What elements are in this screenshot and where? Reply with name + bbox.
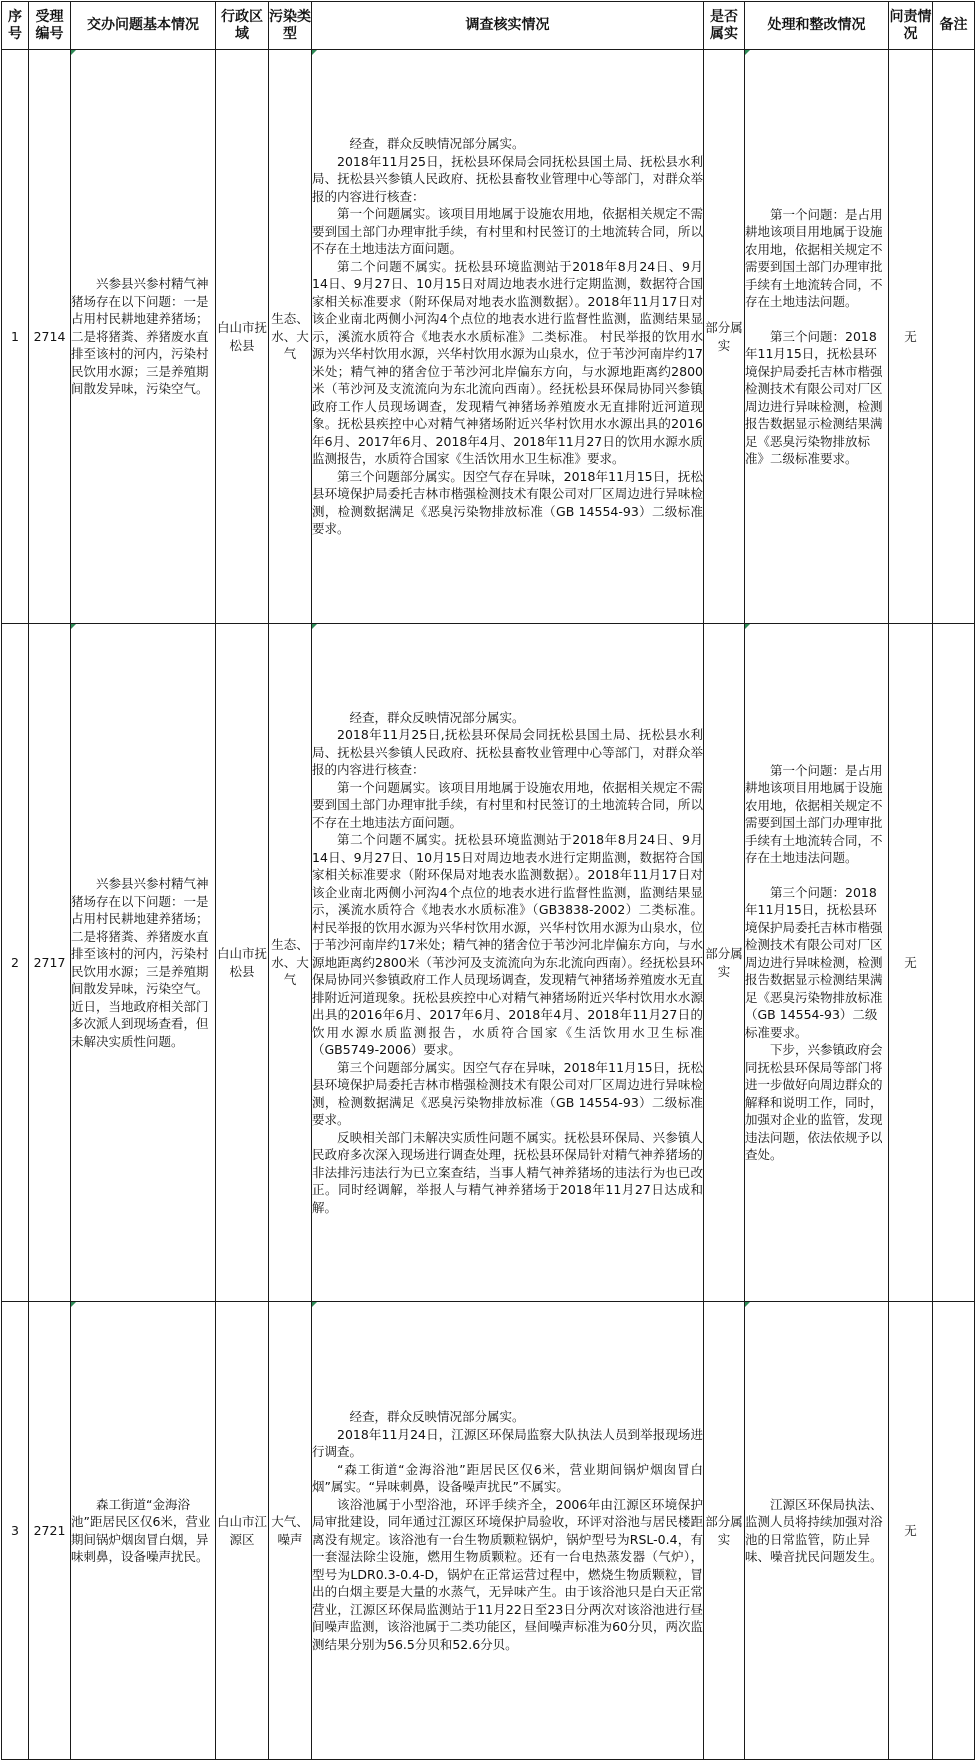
header-id: 受理编号 <box>29 2 71 50</box>
cell-remarks <box>933 624 975 1302</box>
cell-investigation <box>312 1302 704 1760</box>
cell-issue <box>71 624 216 1302</box>
investigation-para: 第二个问题不属实。抚松县环境监测站于2018年8月24日、9月14日、9月27日、10月15日对周边地表水进行定期监测，数据符合国家相关标准要求（附环保局对地表水监测数据）。2018年11月17日对该企业南北两侧小河沟4个点位的地表水进行监督性监测，监测结果显示，溪流水质符合《地表水水质标准》二类标准。 村民举报的饮用水源为兴华村饮用水源，兴华村饮用水源为山泉水，位于苇沙河南岸约17米处；精气神的猪舍位于苇沙河北岸偏东方向，与水源地距离约2800米（苇沙河及支流流向为东北流向西南）。经抚松县环保局协同兴参镇政府工作人员现场调查，发现精气神猪场养殖废水无直排附近河道现象。抚松县疾控中心对精气神猪场附近兴华村饮用水水源出具的2016年6月、2017年6月、2018年4月、2018年11月27日的饮用水源水质监测报告，水质符合国家《生活饮用水卫生标准》要求。 <box>312 258 703 467</box>
cell-verified: 部分属实 <box>704 1302 745 1760</box>
investigation-para: 经查，群众反映情况部分属实。 <box>349 136 525 152</box>
cell-investigation <box>312 50 704 624</box>
cell-remarks <box>933 50 975 624</box>
cell-id: 2721 <box>29 1302 71 1760</box>
header-remarks: 备注 <box>933 2 975 50</box>
investigation-para: 经查，群众反映情况部分属实。 <box>349 1409 525 1424</box>
investigation-para: “森工街道“金海浴池”距居民区仅6米，营业期间锅炉烟囱冒白烟”属实。“异味刺鼻，设备噪声扰民”不属实。 <box>312 1461 703 1494</box>
issue-text: 兴参县兴参村精气神猪场存在以下问题：一是占用村民耕地建养猪场；二是将猪粪、养猪废水直排至该村的河内，污染村民饮用水源；三是养殖期间散发异味，污染空气。 <box>71 276 209 397</box>
cell-verified: 部分属实 <box>704 624 745 1302</box>
cell-region: 白山市抚松县 <box>216 50 269 624</box>
header-pollution: 污染类型 <box>269 2 312 50</box>
cell-region: 白山市抚松县 <box>216 624 269 1302</box>
investigation-para: 2018年11月25日，抚松县环保局会同抚松县国土局、抚松县水利局、抚松县兴参镇人民政府、抚松县畜牧业管理中心等部门，对群众举报的内容进行核查： <box>312 153 703 204</box>
investigation-para: 反映相关部门未解决实质性问题不属实。抚松县环保局、兴参镇人民政府多次深入现场进行调查处理，抚松县环保局针对精气神养猪场的非法排污违法行为已立案查结，当事人精气神养猪场的违法行为也已改正。同时经调解，举报人与精气神养猪场于2018年11月27日达成和解。 <box>312 1129 703 1215</box>
header-handling: 处理和整改情况 <box>745 2 889 50</box>
handling-para: 下步，兴参镇政府会同抚松县环保局等部门将进一步做好向周边群众的解释和说明工作，同时，加强对企业的监管，发现违法问题，依法依规予以查处。 <box>745 1042 883 1162</box>
cell-seq: 3 <box>2 1302 29 1760</box>
header-region: 行政区域 <box>216 2 269 50</box>
handling-para: 第一个问题：是占用耕地该项目用地属于设施农用地，依据相关规定不需要到国土部门办理审批手续有土地流转合同，不存在土地违法问题。 <box>745 206 883 309</box>
header-investigation: 调查核实情况 <box>312 2 704 50</box>
cell-region: 白山市江源区 <box>216 1302 269 1760</box>
investigation-para: 第二个问题不属实。抚松县环境监测站于2018年8月24日、9月14日、9月27日、10月15日对周边地表水进行定期监测，数据符合国家相关标准要求（附环保局对地表水监测数据）。2018年11月17日对该企业南北两侧小河沟4个点位的地表水进行监督性监测，监测结果显示，溪流水质符合《地表水水质标准》（GB3838-2002）二类标准。村民举报的饮用水源为兴华村饮用水源，兴华村饮用水源为山泉水，位于苇沙河南岸约17米处；精气神的猪舍位于苇沙河北岸偏东方向，与水源地距离约2800米（苇沙河及支流流向为东北流向西南）。经抚松县环保局协同兴参镇政府工作人员现场调查，发现精气神猪场养殖废水无直排附近河道现象。抚松县疾控中心对精气神猪场附近兴华村饮用水水源出具的2016年6月、2017年6月、2018年4月、2018年11月27日的饮用水源水质监测报告，水质符合国家《生活饮用水卫生标准（GB5749-2006）要求。 <box>312 832 703 1058</box>
cell-pollution: 大气、噪声 <box>269 1302 312 1760</box>
cell-accountability: 无 <box>889 50 933 624</box>
cell-remarks <box>933 1302 975 1760</box>
cell-id: 2717 <box>29 624 71 1302</box>
cell-pollution: 生态、水、大气 <box>269 50 312 624</box>
cell-issue <box>71 50 216 624</box>
issue-text: 兴参县兴参村精气神猪场存在以下问题：一是占用村民耕地建养猪场；二是将猪粪、养猪废水直排至该村的河内，污染村民饮用水源；三是养殖期间散发异味，污染空气。近日，当地政府相关部门多次派人到现场查看，但未解决实质性问题。 <box>71 876 209 1049</box>
investigation-para: 第三个问题部分属实。因空气存在异味，2018年11月15日，抚松县环境保护局委托吉林市楷强检测技术有限公司对厂区周边进行异味检测，检测数据满足《恶臭污染物排放标准（GB 14554-93）二级标准要求。 <box>312 468 703 537</box>
header-accountability: 问责情况 <box>889 2 933 50</box>
cell-pollution: 生态、水、大气 <box>269 624 312 1302</box>
header-verified: 是否属实 <box>704 2 745 50</box>
investigation-para: 第一个问题属实。该项目用地属于设施农用地，依据相关规定不需要到国土部门办理审批手续，有村里和村民签订的土地流转合同，所以不存在土地违法方面问题。 <box>312 779 703 830</box>
cell-seq: 1 <box>2 50 29 624</box>
table-row <box>2 1302 975 1760</box>
header-seq: 序号 <box>2 2 29 50</box>
complaint-table <box>1 1 975 1760</box>
cell-handling <box>745 624 889 1302</box>
investigation-para: 2018年11月25日,抚松县环保局会同抚松县国土局、抚松县水利局、抚松县兴参镇人民政府、抚松县畜牧业管理中心等部门，对群众举报的内容进行核查： <box>312 727 703 778</box>
cell-handling <box>745 1302 889 1760</box>
investigation-para: 第三个问题部分属实。因空气存在异味，2018年11月15日，抚松县环境保护局委托吉林市楷强检测技术有限公司对厂区周边进行异味检测，检测数据满足《恶臭污染物排放标准（GB 14554-93）二级标准要求。 <box>312 1059 703 1128</box>
cell-issue <box>71 1302 216 1760</box>
handling-para: 第三个问题：2018年11月15日，抚松县环境保护局委托吉林市楷强检测技术有限公司对厂区周边进行异味检测，检测报告数据显示检测结果满足《恶臭污染物排放标准》二级标准要求。 <box>745 328 883 466</box>
investigation-para: 经查，群众反映情况部分属实。 <box>349 709 525 725</box>
cell-seq: 2 <box>2 624 29 1302</box>
cell-verified: 部分属实 <box>704 50 745 624</box>
investigation-para: 该浴池属于小型浴池，环评手续齐全，2006年由江源区环境保护局审批建设，同年通过江源区环境保护局验收，环评对浴池与居民楼距离没有规定。该浴池有一台生物质颗粒锅炉，锅炉型号为RSL-0.4，有一套湿法除尘设施，燃用生物质颗粒。还有一台电热蒸发器（气炉），型号为LDR0.3-0.4-D，锅炉在正常运营过程中，燃烧生物质颗粒，冒出的白烟主要是大量的水蒸气，无异味产生。由于该浴池只是白天正常营业，江源区环保局监测站于11月22日至23日分两次对该浴池进行昼间噪声监测，该浴池属于二类功能区，昼间噪声标准为60分贝，两次监测结果分别为56.5分贝和52.6分贝。 <box>312 1496 703 1652</box>
header-issue: 交办问题基本情况 <box>71 2 216 50</box>
cell-id: 2714 <box>29 50 71 624</box>
handling-para: 第一个问题：是占用耕地该项目用地属于设施农用地，依据相关规定不需要到国土部门办理审批手续有土地流转合同，不存在土地违法问题。 <box>745 762 883 865</box>
table-row <box>2 624 975 1302</box>
investigation-para: 2018年11月24日，江源区环保局监察大队执法人员到举报现场进行调查。 <box>312 1426 703 1459</box>
cell-accountability: 无 <box>889 1302 933 1760</box>
handling-para: 第三个问题：2018年11月15日，抚松县环境保护局委托吉林市楷强检测技术有限公司对厂区周边进行异味检测，检测报告数据显示检测结果满足《恶臭污染物排放标准（GB 14554-93）二级标准要求。 <box>745 884 883 1040</box>
header-row <box>2 2 975 50</box>
table-row <box>2 50 975 624</box>
cell-investigation <box>312 624 704 1302</box>
investigation-para: 第一个问题属实。该项目用地属于设施农用地，依据相关规定不需要到国土部门办理审批手续，有村里和村民签订的土地流转合同，所以不存在土地违法方面问题。 <box>312 206 703 257</box>
cell-handling <box>745 50 889 624</box>
handling-para: 江源区环保局执法、监测人员将持续加强对浴池的日常监管，防止异味、噪音扰民问题发生。 <box>745 1496 883 1564</box>
cell-accountability: 无 <box>889 624 933 1302</box>
issue-text: 森工街道“金海浴池”距居民区仅6米，营业期间锅炉烟囱冒白烟，异味刺鼻，设备噪声扰民。 <box>71 1496 211 1564</box>
